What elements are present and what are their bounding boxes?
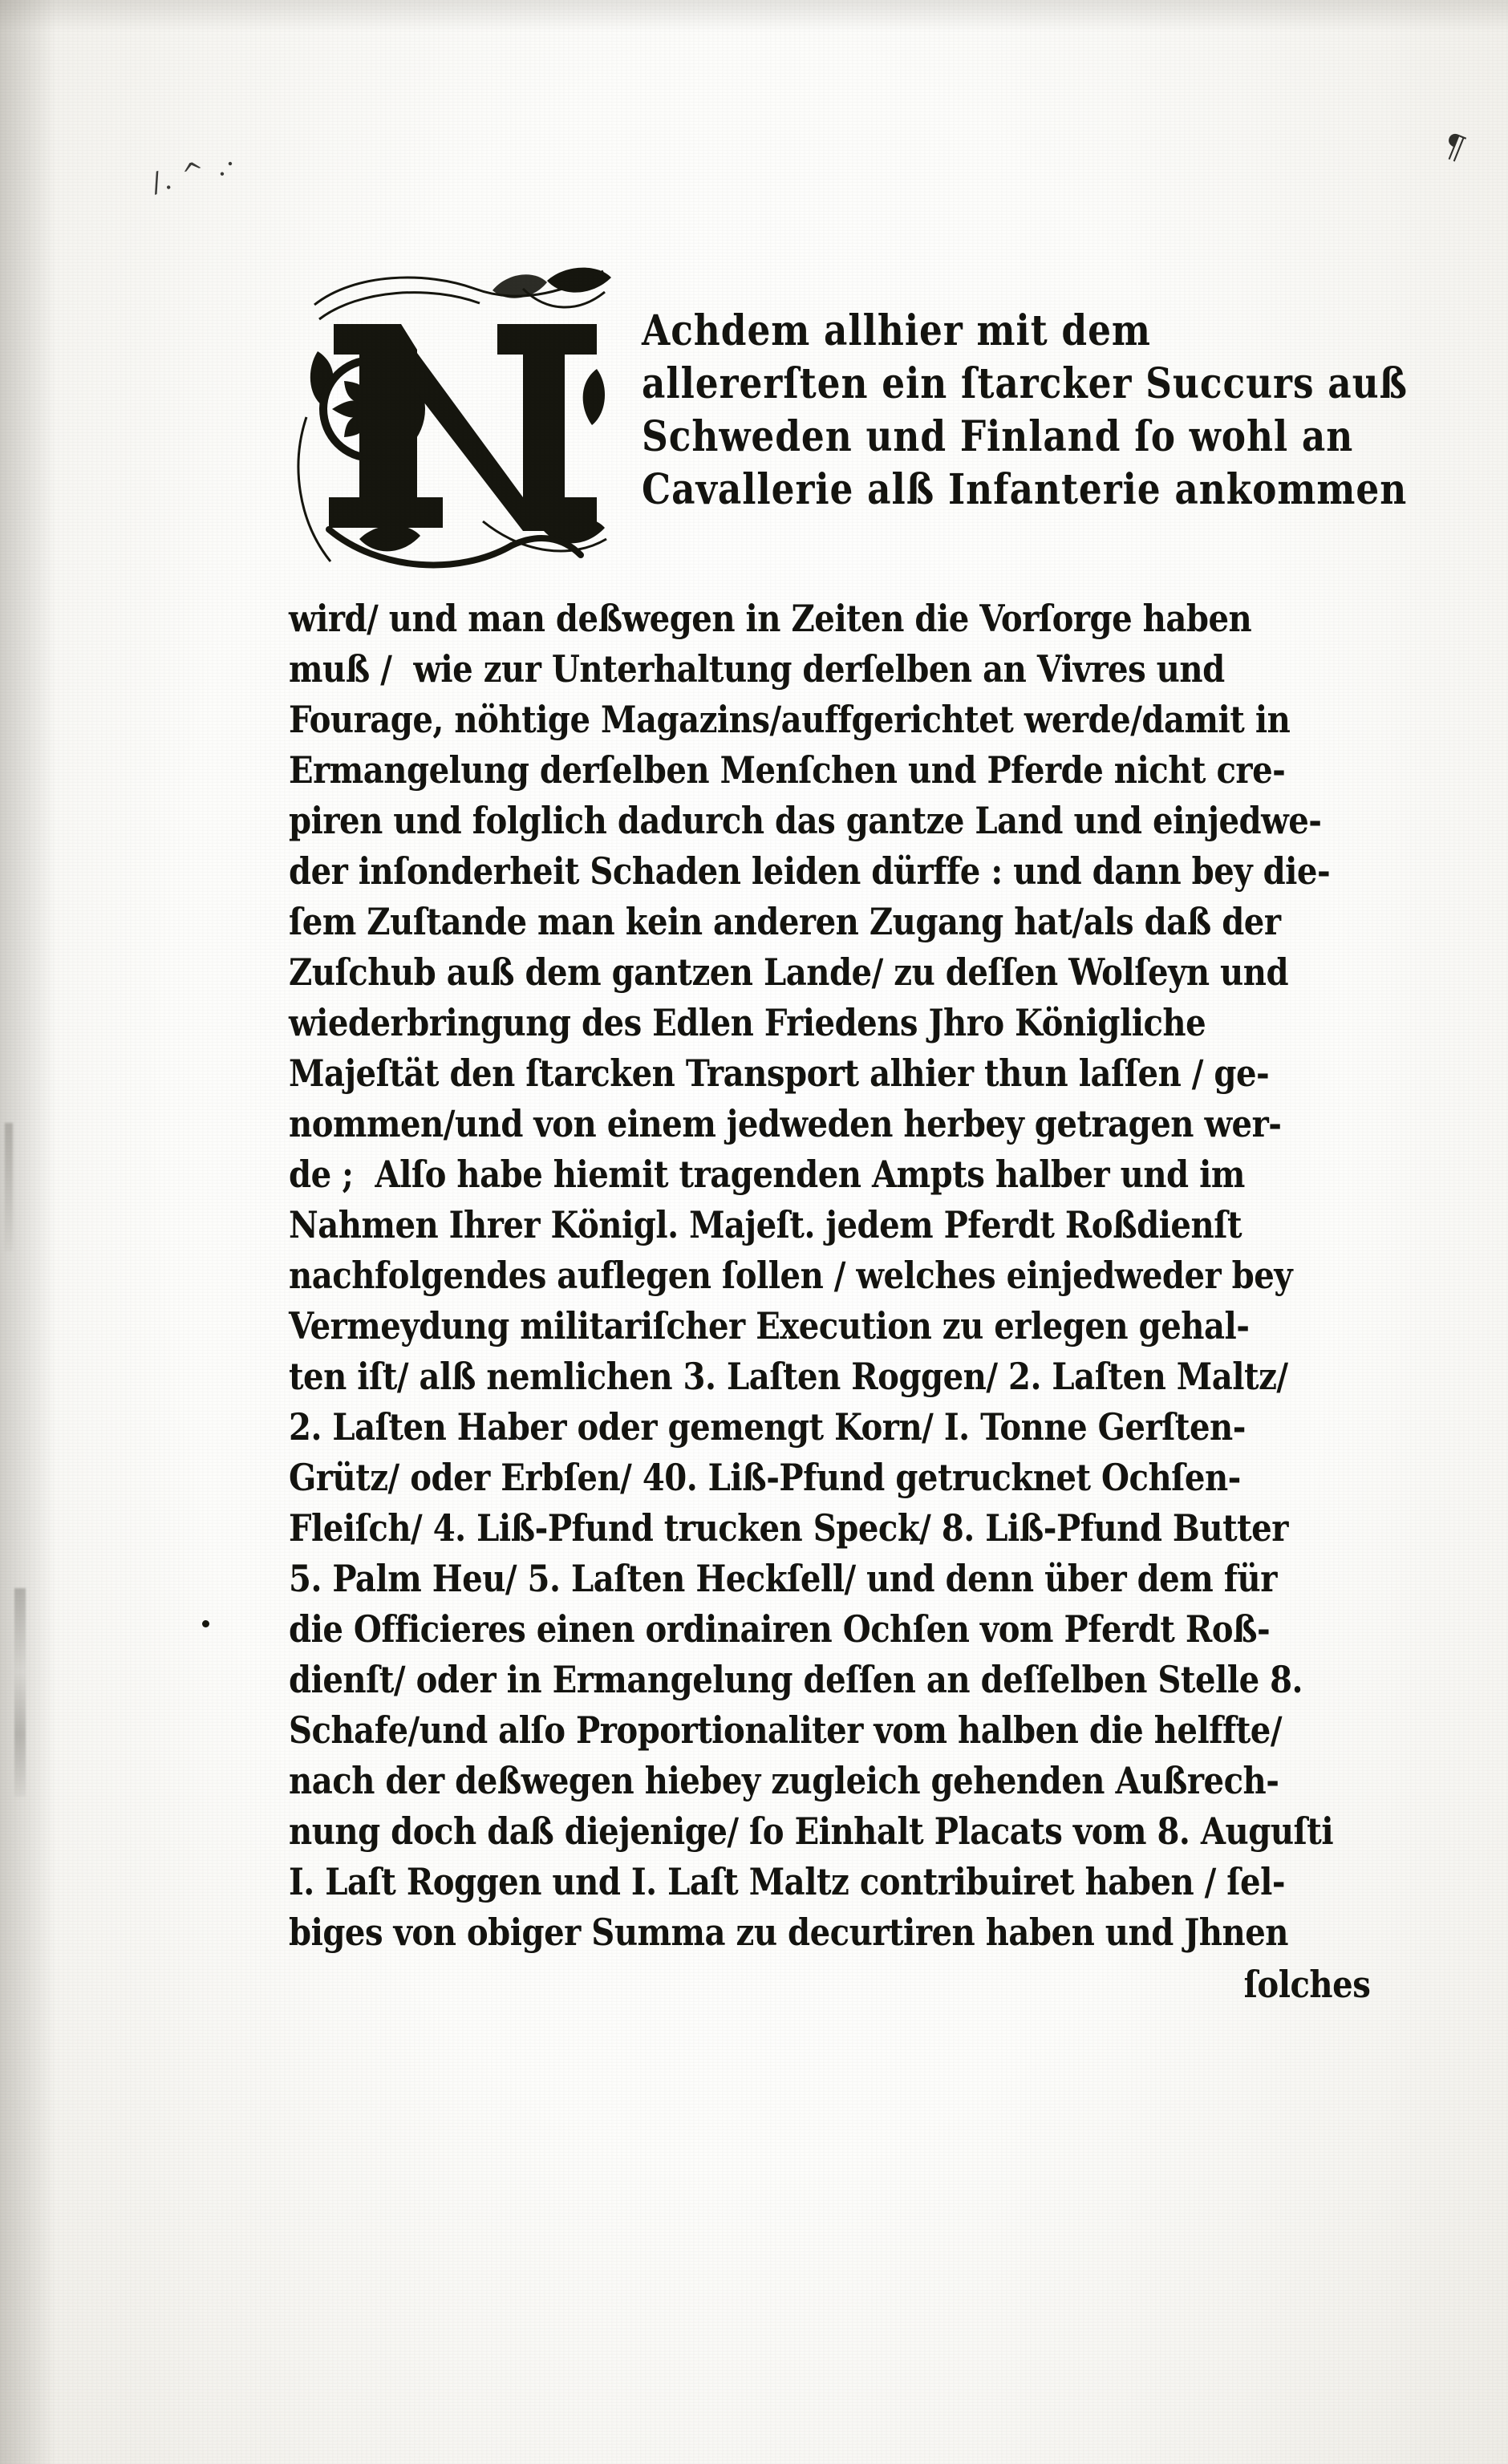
body-line: Majeſtät den ſtarcken Transport alhier thun laſſen / ge- — [289, 1052, 1270, 1095]
body-line: 2. Laſten Haber oder gemengt Korn/ I. Tonne Gerſten- — [289, 1405, 1246, 1449]
body-line: die Officieres einen ordinairen Ochſen vom Pferdt Roß- — [289, 1607, 1271, 1651]
left-edge-smudge — [14, 1588, 26, 1797]
body-line: nachfolgendes auflegen ſollen / welches einjedweder bey — [289, 1254, 1293, 1297]
body-lines — [289, 594, 1378, 1958]
heading-line: Schweden und Finland ſo wohl an — [642, 412, 1354, 461]
body-line: nommen/und von einem jedweden herbey getragen wer- — [289, 1102, 1282, 1145]
body-line: nach der deßwegen hiebey zugleich gehenden Außrech- — [289, 1759, 1279, 1802]
body-line: Zuſchub auß dem gantzen Lande/ zu deſſen Wolſeyn und — [289, 950, 1289, 994]
heading-lines — [642, 305, 1409, 517]
body-line: ten iſt/ alß nemlichen 3. Laſten Roggen/ 2. Laſten Maltz/ — [289, 1355, 1288, 1398]
body-line: der inſonderheit Schaden leiden dürffe : und dann bey die- — [289, 849, 1331, 893]
ink-dot-mark — [202, 1620, 209, 1627]
body-line: dienſt/ oder in Ermangelung deſſen an deſſelben Stelle 8. — [289, 1658, 1303, 1701]
body-line: Fourage, nöhtige Magazins/auffgerichtet werde/damit in — [289, 698, 1291, 741]
body-line: ſem Zuſtande man kein anderen Zugang hat/als daß der — [289, 900, 1281, 943]
heading-line: Cavallerie alß Infanterie ankommen — [642, 465, 1408, 514]
ornamental-initial-N — [282, 257, 627, 594]
body-line: piren und folglich dadurch das gantze Land und einjedwe- — [289, 799, 1322, 842]
left-edge-strip — [5, 1123, 13, 1251]
body-line: nung doch daß diejenige/ ſo Einhalt Placats vom 8. Auguſti — [289, 1810, 1334, 1853]
body-line: Fleiſch/ 4. Liß-Pfund trucken Speck/ 8. Liß-Pfund Butter — [289, 1506, 1288, 1550]
body-line: Vermeydung militariſcher Execution zu erlegen gehal- — [289, 1304, 1250, 1348]
marginalia-top-right-mark: ¶ — [1437, 125, 1471, 168]
main-text-block — [289, 305, 1412, 2010]
body-line: wird/ und man deßwegen in Zeiten die Vorſorge haben — [289, 597, 1252, 640]
body-line: biges von obiger Summa zu decurtiren haben und Jhnen — [289, 1911, 1288, 1954]
body-line: 5. Palm Heu/ 5. Laſten Heckſell/ und denn über dem für — [289, 1557, 1277, 1600]
body-line: Schafe/und alſo Proportionaliter vom halben die helffte/ — [289, 1708, 1283, 1752]
body-line: I. Laſt Roggen und I. Laſt Maltz contribuiret haben / ſel- — [289, 1860, 1286, 1903]
catchword: ſolches — [1243, 1963, 1371, 2006]
heading-line: allererſten ein ſtarcker Succurs auß — [642, 359, 1409, 408]
body-line: muß / wie zur Unterhaltung derſelben an Vivres und — [289, 647, 1225, 691]
body-line: Ermangelung derſelben Menſchen und Pferde nicht cre- — [289, 748, 1286, 792]
body-line: de ; Alſo habe hiemit tragenden Ampts halber und im — [289, 1153, 1245, 1196]
heading-line: Achdem allhier mit dem — [642, 306, 1151, 355]
body-line: Nahmen Ihrer Königl. Majeſt. jedem Pferdt Roßdienſt — [289, 1203, 1242, 1246]
body-line: Grütz/ oder Erbſen/ 40. Liß-Pfund getrucknet Ochſen- — [289, 1456, 1241, 1499]
page-edge-shadow-top — [0, 0, 1508, 32]
marginalia-top-left-mark: /. ^ .· — [148, 147, 241, 200]
body-line: wiederbringung des Edlen Friedens Jhro Königliche — [289, 1001, 1206, 1044]
